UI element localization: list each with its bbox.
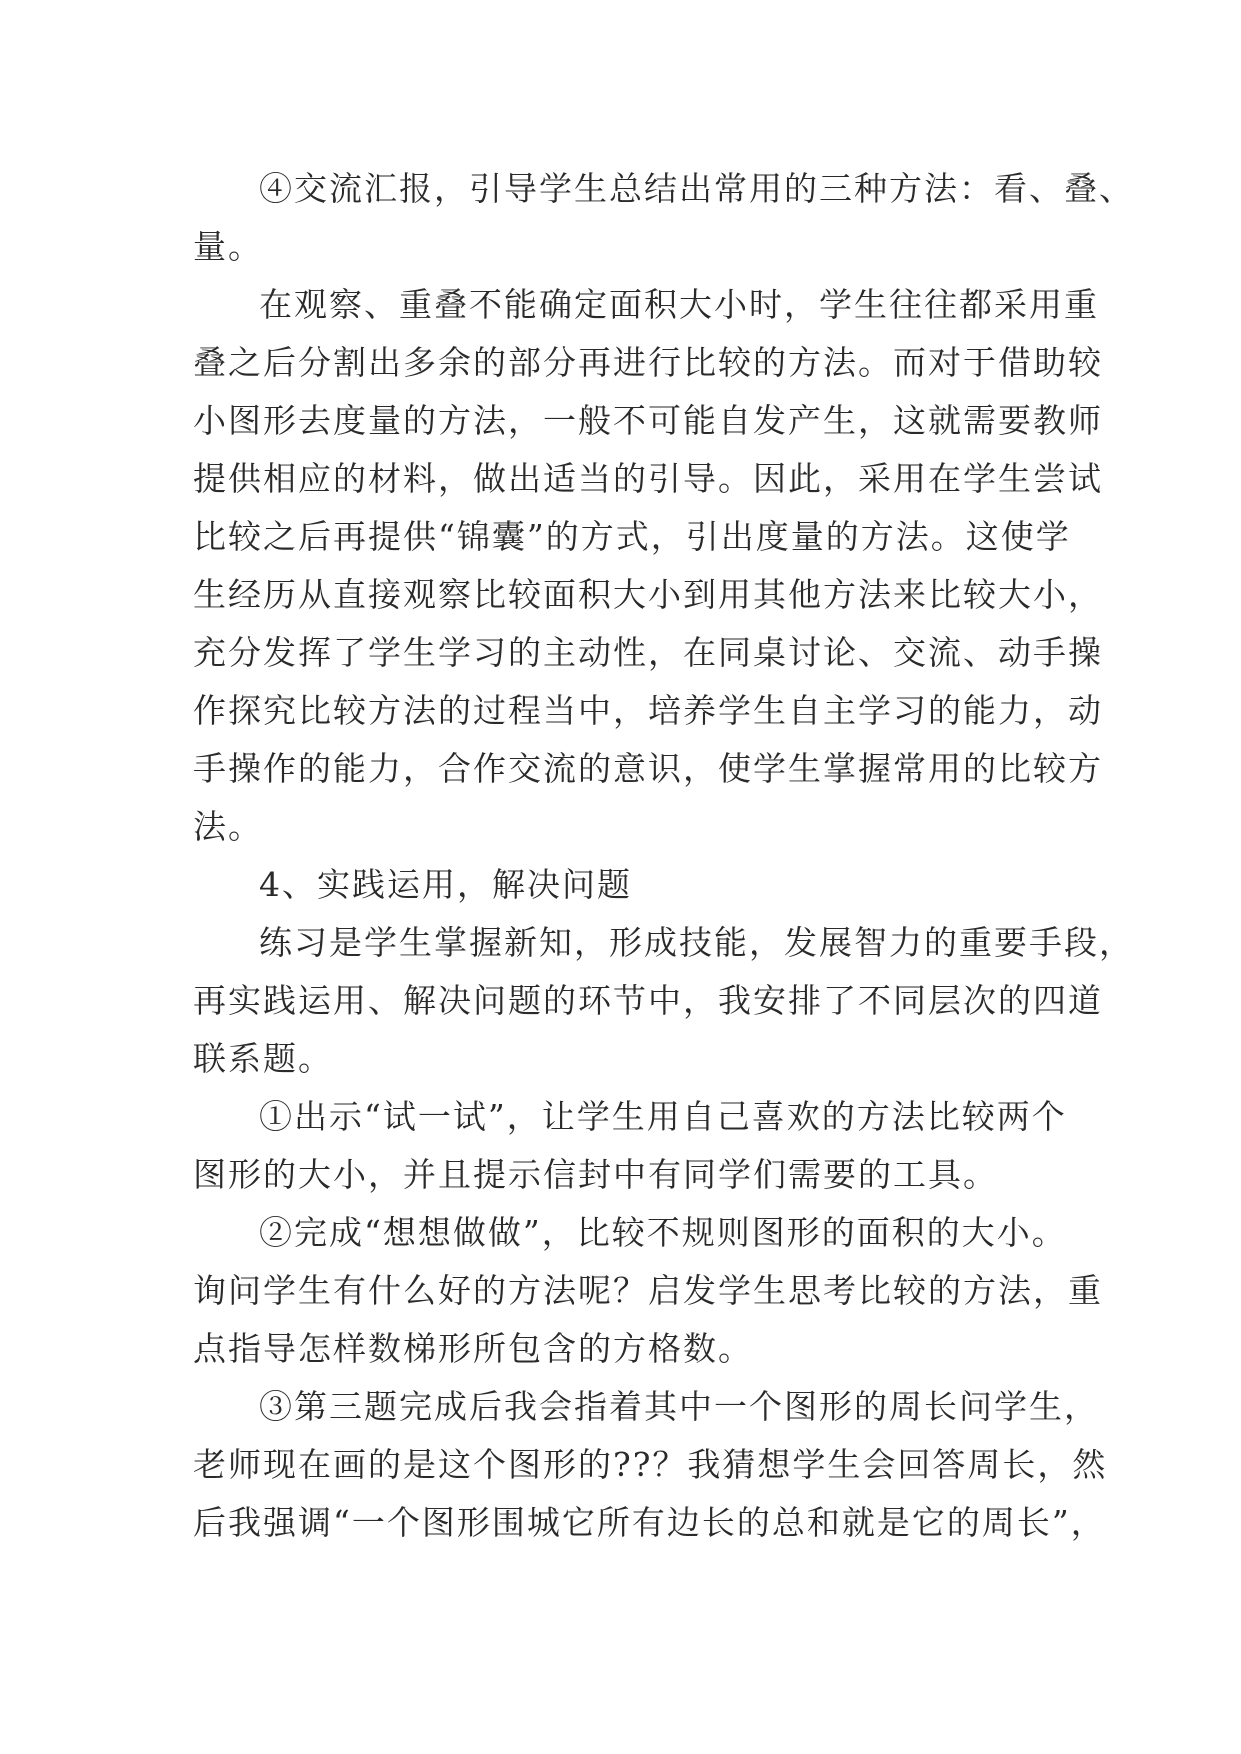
text-line: 再实践运用、解决问题的环节中，我安排了不同层次的四道 bbox=[193, 981, 1103, 1020]
text-line: 练习是学生掌握新知，形成技能，发展智力的重要手段， bbox=[259, 923, 1134, 962]
text-line: ③第三题完成后我会指着其中一个图形的周长问学生， bbox=[259, 1387, 1099, 1426]
text-line: 联系题。 bbox=[193, 1039, 333, 1078]
text-line: 在观察、重叠不能确定面积大小时，学生往往都采用重 bbox=[259, 285, 1099, 324]
text-line: 询问学生有什么好的方法呢？启发学生思考比较的方法，重 bbox=[193, 1271, 1103, 1310]
text-line: 叠之后分割出多余的部分再进行比较的方法。而对于借助较 bbox=[193, 343, 1103, 382]
section-heading: 4、实践运用，解决问题 bbox=[259, 865, 632, 904]
text-line: 点指导怎样数梯形所包含的方格数。 bbox=[193, 1329, 753, 1368]
text-line: ①出示“试一试”，让学生用自己喜欢的方法比较两个 bbox=[259, 1097, 1067, 1136]
text-line: 量。 bbox=[193, 227, 263, 266]
text-line: 提供相应的材料，做出适当的引导。因此，采用在学生尝试 bbox=[193, 459, 1103, 498]
text-line: 老师现在画的是这个图形的??？我猜想学生会回答周长，然 bbox=[193, 1445, 1108, 1484]
text-line: ④交流汇报，引导学生总结出常用的三种方法：看、叠、 bbox=[259, 169, 1134, 208]
text-line: 小图形去度量的方法，一般不可能自发产生，这就需要教师 bbox=[193, 401, 1103, 440]
text-line: 手操作的能力，合作交流的意识，使学生掌握常用的比较方 bbox=[193, 749, 1103, 788]
document-body bbox=[193, 160, 1134, 1552]
text-line: 法。 bbox=[193, 807, 263, 846]
text-line: 充分发挥了学生学习的主动性，在同桌讨论、交流、动手操 bbox=[193, 633, 1103, 672]
text-line: 生经历从直接观察比较面积大小到用其他方法来比较大小， bbox=[193, 575, 1103, 614]
text-line: 作探究比较方法的过程当中，培养学生自主学习的能力，动 bbox=[193, 691, 1103, 730]
text-line: ②完成“想想做做”，比较不规则图形的面积的大小。 bbox=[259, 1213, 1067, 1252]
text-line: 比较之后再提供“锦囊”的方式，引出度量的方法。这使学 bbox=[193, 517, 1071, 556]
text-line: 后我强调“一个图形围城它所有边长的总和就是它的周长”， bbox=[193, 1503, 1106, 1542]
text-line: 图形的大小，并且提示信封中有同学们需要的工具。 bbox=[193, 1155, 998, 1194]
